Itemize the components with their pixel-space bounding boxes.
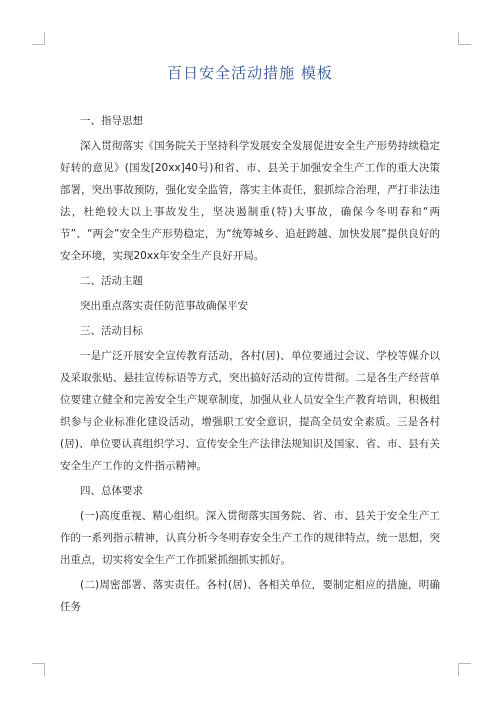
paragraph-requirement-2: (二)周密部署、落实责任。各村(居)、各相关单位，要制定相应的措施，明确任务: [60, 579, 440, 613]
page-corner-mark-top-right: [458, 32, 471, 45]
section-heading-activity-theme: 二、活动主题: [80, 275, 143, 287]
page-corner-mark-bottom-right: [458, 663, 471, 676]
page-corner-mark-bottom-left: [32, 663, 45, 676]
paragraph-guiding-ideology: 深入贯彻落实《国务院关于坚持科学发展安全发展促进安全生产形势持续稳定好转的意见》(国发[20xx]40号)和省、市、县关于加强安全生产工作的重大决策部署，突出事故预防，强化安全监管，落实主体责任，狠抓综合治理，严打非法违法，杜绝较大以上事故发生，坚决遏制重(特)大事故，确保今冬明春和“两节”、“两会”安全生产形势稳定，为“统筹城乡、追赶跨越、加快发展”提供良好的安全环境，实现20xx年安全生产良好开局。: [60, 140, 440, 262]
section-heading-activity-goals: 三、活动目标: [80, 325, 143, 337]
section-heading-guiding-ideology: 一、指导思想: [80, 115, 143, 127]
paragraph-activity-theme: 突出重点落实责任防范事故确保平安: [80, 300, 248, 312]
paragraph-activity-goals: 一是广泛开展安全宣传教育活动，各村(居)、单位要通过会议、学校等媒介以及采取张贴、悬挂宣传标语等方式，突出搞好活动的宣传贯彻。二是各生产经营单位要建立健全和完善安全生产规章制度，加强从业人员安全生产教育培训，积极组织参与企业标准化建设活动，增强职工安全意识，提高全员安全素质。三是各村(居)、单位要认真组织学习、宣传安全生产法律法规知识及国家、省、市、县有关安全生产工作的文件指示精神。: [60, 350, 440, 472]
page-corner-mark-top-left: [32, 32, 45, 45]
document-title: 百日安全活动措施 模板: [167, 64, 333, 82]
paragraph-requirement-1: (一)高度重视、精心组织。深入贯彻落实国务院、省、市、县关于安全生产工作的一系列指示精神，认真分析今冬明春安全生产工作的规律特点，统一思想，突出重点，切实将安全生产工作抓紧抓细抓实抓好。: [60, 510, 440, 566]
section-heading-general-requirements: 四、总体要求: [80, 485, 143, 497]
document-body: [60, 110, 440, 621]
